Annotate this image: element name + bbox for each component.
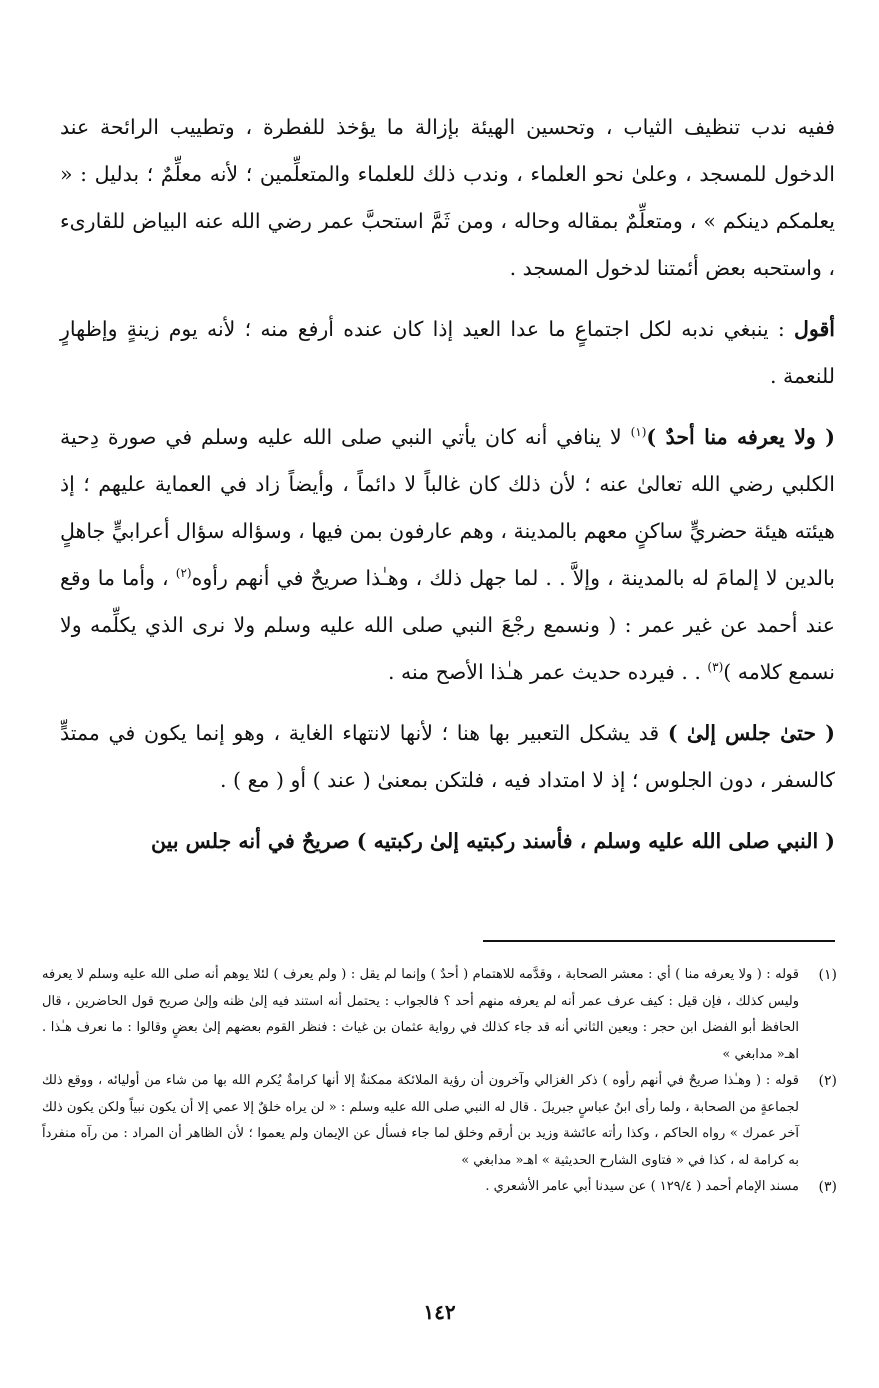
paragraph-3 [60, 414, 835, 696]
paragraph-2 [60, 306, 835, 400]
paragraph-3-lead: ( ولا يعرفه منا أحدٌ ) [646, 425, 835, 449]
footnotes [42, 962, 837, 1201]
paragraph-1: ففيه ندب تنظيف الثياب ، وتحسين الهيئة بإزالة ما يؤخذ للفطرة ، وتطييب الرائحة عند الدخول للمسجد ، وعلىٰ نحو العلماء ، وندب ذلك للعلماء والمتعلِّمين ؛ لأنه معلِّمٌ ؛ بدليل : « يعلمكم دينكم » ، ومتعلِّمٌ بمقاله وحاله ، ومن ثَمَّ استحبَّ عمر رضي الله عنه البياض للقارىء ، واستحبه بعض أئمتنا لدخول المسجد . [60, 115, 835, 280]
paragraph-3-text-2: ، وأما ما وقع عند أحمد عن غير عمر : ( ونسمع رجْعَ النبي صلى الله عليه وسلم ولا نرى الذي يكلِّمه ولا نسمع كلامه ) [60, 566, 835, 684]
footnote-number: (١) [818, 967, 837, 983]
footnote-number: (٣) [818, 1179, 837, 1195]
footnote-ref-3: (٣) [707, 660, 724, 675]
main-text [60, 104, 835, 873]
footnote-text: قوله : ( وهـٰذا صريحٌ في أنهم رأوه ) ذكر الغزالي وآخرون أن رؤية الملائكة ممكنةٌ إلا أنها كرامةٌ يُكرم الله بها من شاء من أوليائه ، ووقع ذلك لجماعةٍ من الصحابة ، ولما رأى ابنُ عباسٍ جبريلَ . قال له النبي صلى الله عليه وسلم : « لن يراه خلقٌ إلا عمي إلا أن يكون نبياً ولكن يكون ذلك آخر عمرك » رواه الحاكم ، وكذا رأته عائشة وزيد بن أرقم وخلق لما جاء فسأل عن الإيمان ولم يعموا ؛ لأن الظاهر أن المراد : من رآه منفرداً به كرامة له ، كذا في « فتاوى الشارح الحديثية » اهـ« مدابغي » [42, 1073, 799, 1168]
paragraph-4-lead: ( حتىٰ جلس إلىٰ ) [667, 721, 836, 745]
footnote-text: قوله : ( ولا يعرفه منا ) أي : معشر الصحابة ، وقدَّمه للاهتمام ( أحدٌ ) وإنما لم يقل : ( ولم يعرف ) لئلا يوهم أنه صلى الله عليه وسلم لا يعرفه وليس كذلك ، فإن قيل : كيف عرف عمر أنه لم يعرفه منهم أحد ؟ فالجواب : يحتمل أنه استند فيه إلىٰ ظنه وإلىٰ صريح قول الحاضرين ، قال الحافظ أبو الفضل ابن حجر : ويعين الثاني أنه قد جاء كذلك في رواية عثمان بن غياث : فنظر القوم بعضهم إلىٰ بعضٍ وقالوا : ما نعرف هـٰذا . اهـ« مدابغي » [42, 967, 799, 1062]
footnote-ref-1: (١) [630, 425, 647, 440]
paragraph-5-text: صريحٌ في أنه جلس بين [151, 829, 357, 853]
paragraph-2-lead: أقول [794, 317, 835, 341]
paragraph-2-text: : ينبغي ندبه لكل اجتماعٍ ما عدا العيد إذا كان عنده أرفع منه ؛ لأنه يوم زينةٍ وإظهارٍ للنعمة . [60, 317, 835, 388]
paragraph-5-lead: ( النبي صلى الله عليه وسلم ، فأسند ركبتيه إلىٰ ركبتيه ) [356, 829, 835, 853]
paragraph-4-text: قد يشكل التعبير بها هنا ؛ لأنها لانتهاء الغاية ، وهو إنما يكون في ممتدٍّ كالسفر ، دون الجلوس ؛ إذ لا امتداد فيه ، فلتكن بمعنىٰ ( عند ) أو ( مع ) . [60, 721, 835, 792]
paragraph-5 [60, 818, 835, 865]
paragraph-3-text-3: . . فيرده حديث عمر هـٰذا الأصح منه . [387, 660, 708, 684]
footnote-1 [42, 962, 837, 1068]
footnote-number: (٢) [818, 1073, 837, 1089]
footnote-text: مسند الإمام أحمد ( ١٢٩/٤ ) عن سيدنا أبي عامر الأشعري . [485, 1179, 799, 1194]
footnote-divider [483, 940, 835, 942]
paragraph-4 [60, 710, 835, 804]
footnote-3 [42, 1174, 837, 1201]
paragraph-3-text: لا ينافي أنه كان يأتي النبي صلى الله عليه وسلم في صورة دِحية الكلبي رضي الله تعالىٰ عنه ؛ لأن ذلك كان غالباً لا دائماً ، وأيضاً زاد في العماية عليهم ؛ إذ هيئته هيئة حضريٍّ ساكنٍ معهم بالمدينة ، وهم عارفون بمن فيها ، وسؤاله سؤال أعرابيٍّ جاهلٍ بالدين لا إلمامَ له بالمدينة ، وإلاَّ . . لما جهل ذلك ، وهـٰذا صريحٌ في أنهم رأوه [60, 425, 835, 590]
page-number: ١٤٢ [423, 1300, 456, 1324]
footnote-ref-2: (٢) [175, 566, 192, 581]
footnote-2 [42, 1068, 837, 1174]
